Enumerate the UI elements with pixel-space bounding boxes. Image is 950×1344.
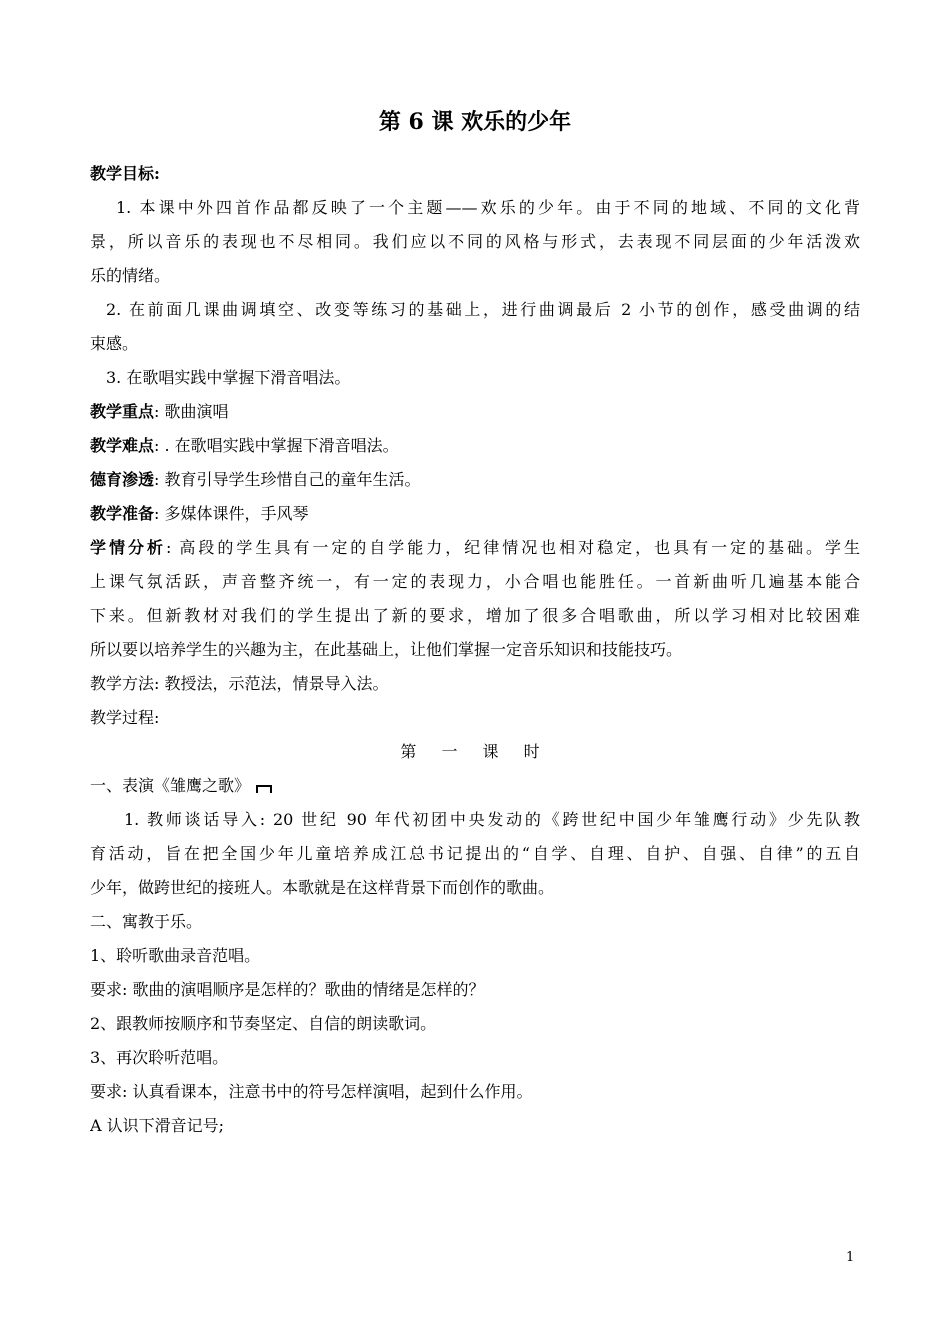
analysis-line-2: 上课气氛活跃，声音整齐统一，有一定的表现力，小合唱也能胜任。一首新曲听几遍基本能合 [90,572,860,591]
section-2-heading: 二、寓教于乐。 [90,912,203,931]
key-point-value: : 歌曲演唱 [154,402,229,421]
analysis-line-4: 所以要以培养学生的兴趣为主，在此基础上，让他们掌握一定音乐知识和技能技巧。 [90,640,683,659]
step-2: 2、跟教师按顺序和节奏坚定、自信的朗读歌词。 [90,1014,437,1033]
moral-label: 德育渗透 [90,470,155,489]
difficulty-value: : . 在歌唱实践中掌握下滑音唱法。 [154,436,399,455]
analysis-label: 学情分析 [90,538,166,557]
sub-item-a: A 认识下滑音记号; [90,1116,225,1135]
section-1-row [90,769,860,803]
intro-line-3: 少年，做跨世纪的接班人。本歌就是在这样背景下而创作的歌曲。 [90,878,555,897]
requirement-1: 要求: 歌曲的演唱顺序是怎样的？歌曲的情绪是怎样的？ [90,980,485,999]
document-body [90,157,860,1143]
teaching-methods: 教学方法: 教授法，示范法，情景导入法。 [90,674,389,693]
objective-1-line-1: 1. 本课中外四首作品都反映了一个主题——欢乐的少年。由于不同的地域、不同的文化背 [116,198,860,217]
objective-2-line-1: 2. 在前面几课曲调填空、改变等练习的基础上，进行曲调最后 2 小节的创作，感受曲调的结 [106,300,860,319]
step-1: 1、聆听歌曲录音范唱。 [90,946,261,965]
moral-row [90,463,860,497]
objective-2-line-2: 束感。 [90,334,139,353]
requirement-2: 要求: 认真看课本，注意书中的符号怎样演唱，起到什么作用。 [90,1082,533,1101]
objective-1-line-2: 景，所以音乐的表现也不尽相同。我们应以不同的风格与形式，去表现不同层面的少年活泼欢 [90,232,860,251]
intro-line-2: 育活动，旨在把全国少年儿童培养成江总书记提出的“自学、自理、自护、自强、自律”的五自 [90,844,860,863]
step-3: 3、再次聆听范唱。 [90,1048,229,1067]
key-point-row [90,395,860,429]
objective-3: 3. 在歌唱实践中掌握下滑音唱法。 [106,368,351,387]
analysis-line-3: 下来。但新教材对我们的学生提出了新的要求，增加了很多合唱歌曲，所以学习相对比较困难 [90,606,860,625]
difficulty-label: 教学难点 [90,436,155,455]
page-number: 1 [846,1250,855,1265]
moral-value: : 教育引导学生珍惜自己的童年生活。 [154,470,421,489]
lesson-heading: 第 一 课 时 [400,742,550,761]
objectives-heading: 教学目标: [90,164,160,183]
teaching-process: 教学过程: [90,708,160,727]
prep-label: 教学准备 [90,504,155,523]
prep-row [90,497,860,531]
difficulty-row [90,429,860,463]
analysis-line-1: : 高段的学生具有一定的自学能力，纪律情况也相对稳定，也具有一定的基础。学生 [165,538,860,557]
intro-line-1: 1. 教师谈话导入: 20 世纪 90 年代初团中央发动的《跨世纪中国少年雏鹰行动》少先队教 [124,810,860,829]
key-point-label: 教学重点 [90,402,155,421]
section-1-heading: 一、表演《雏鹰之歌》 [90,776,251,795]
prep-value: : 多媒体课件，手风琴 [154,504,309,523]
lesson-title: 第 6 课 欢乐的少年 [378,109,572,135]
analysis-row [90,531,860,565]
glissando-mark-icon [256,785,272,793]
objective-1-line-3: 乐的情绪。 [90,266,171,285]
